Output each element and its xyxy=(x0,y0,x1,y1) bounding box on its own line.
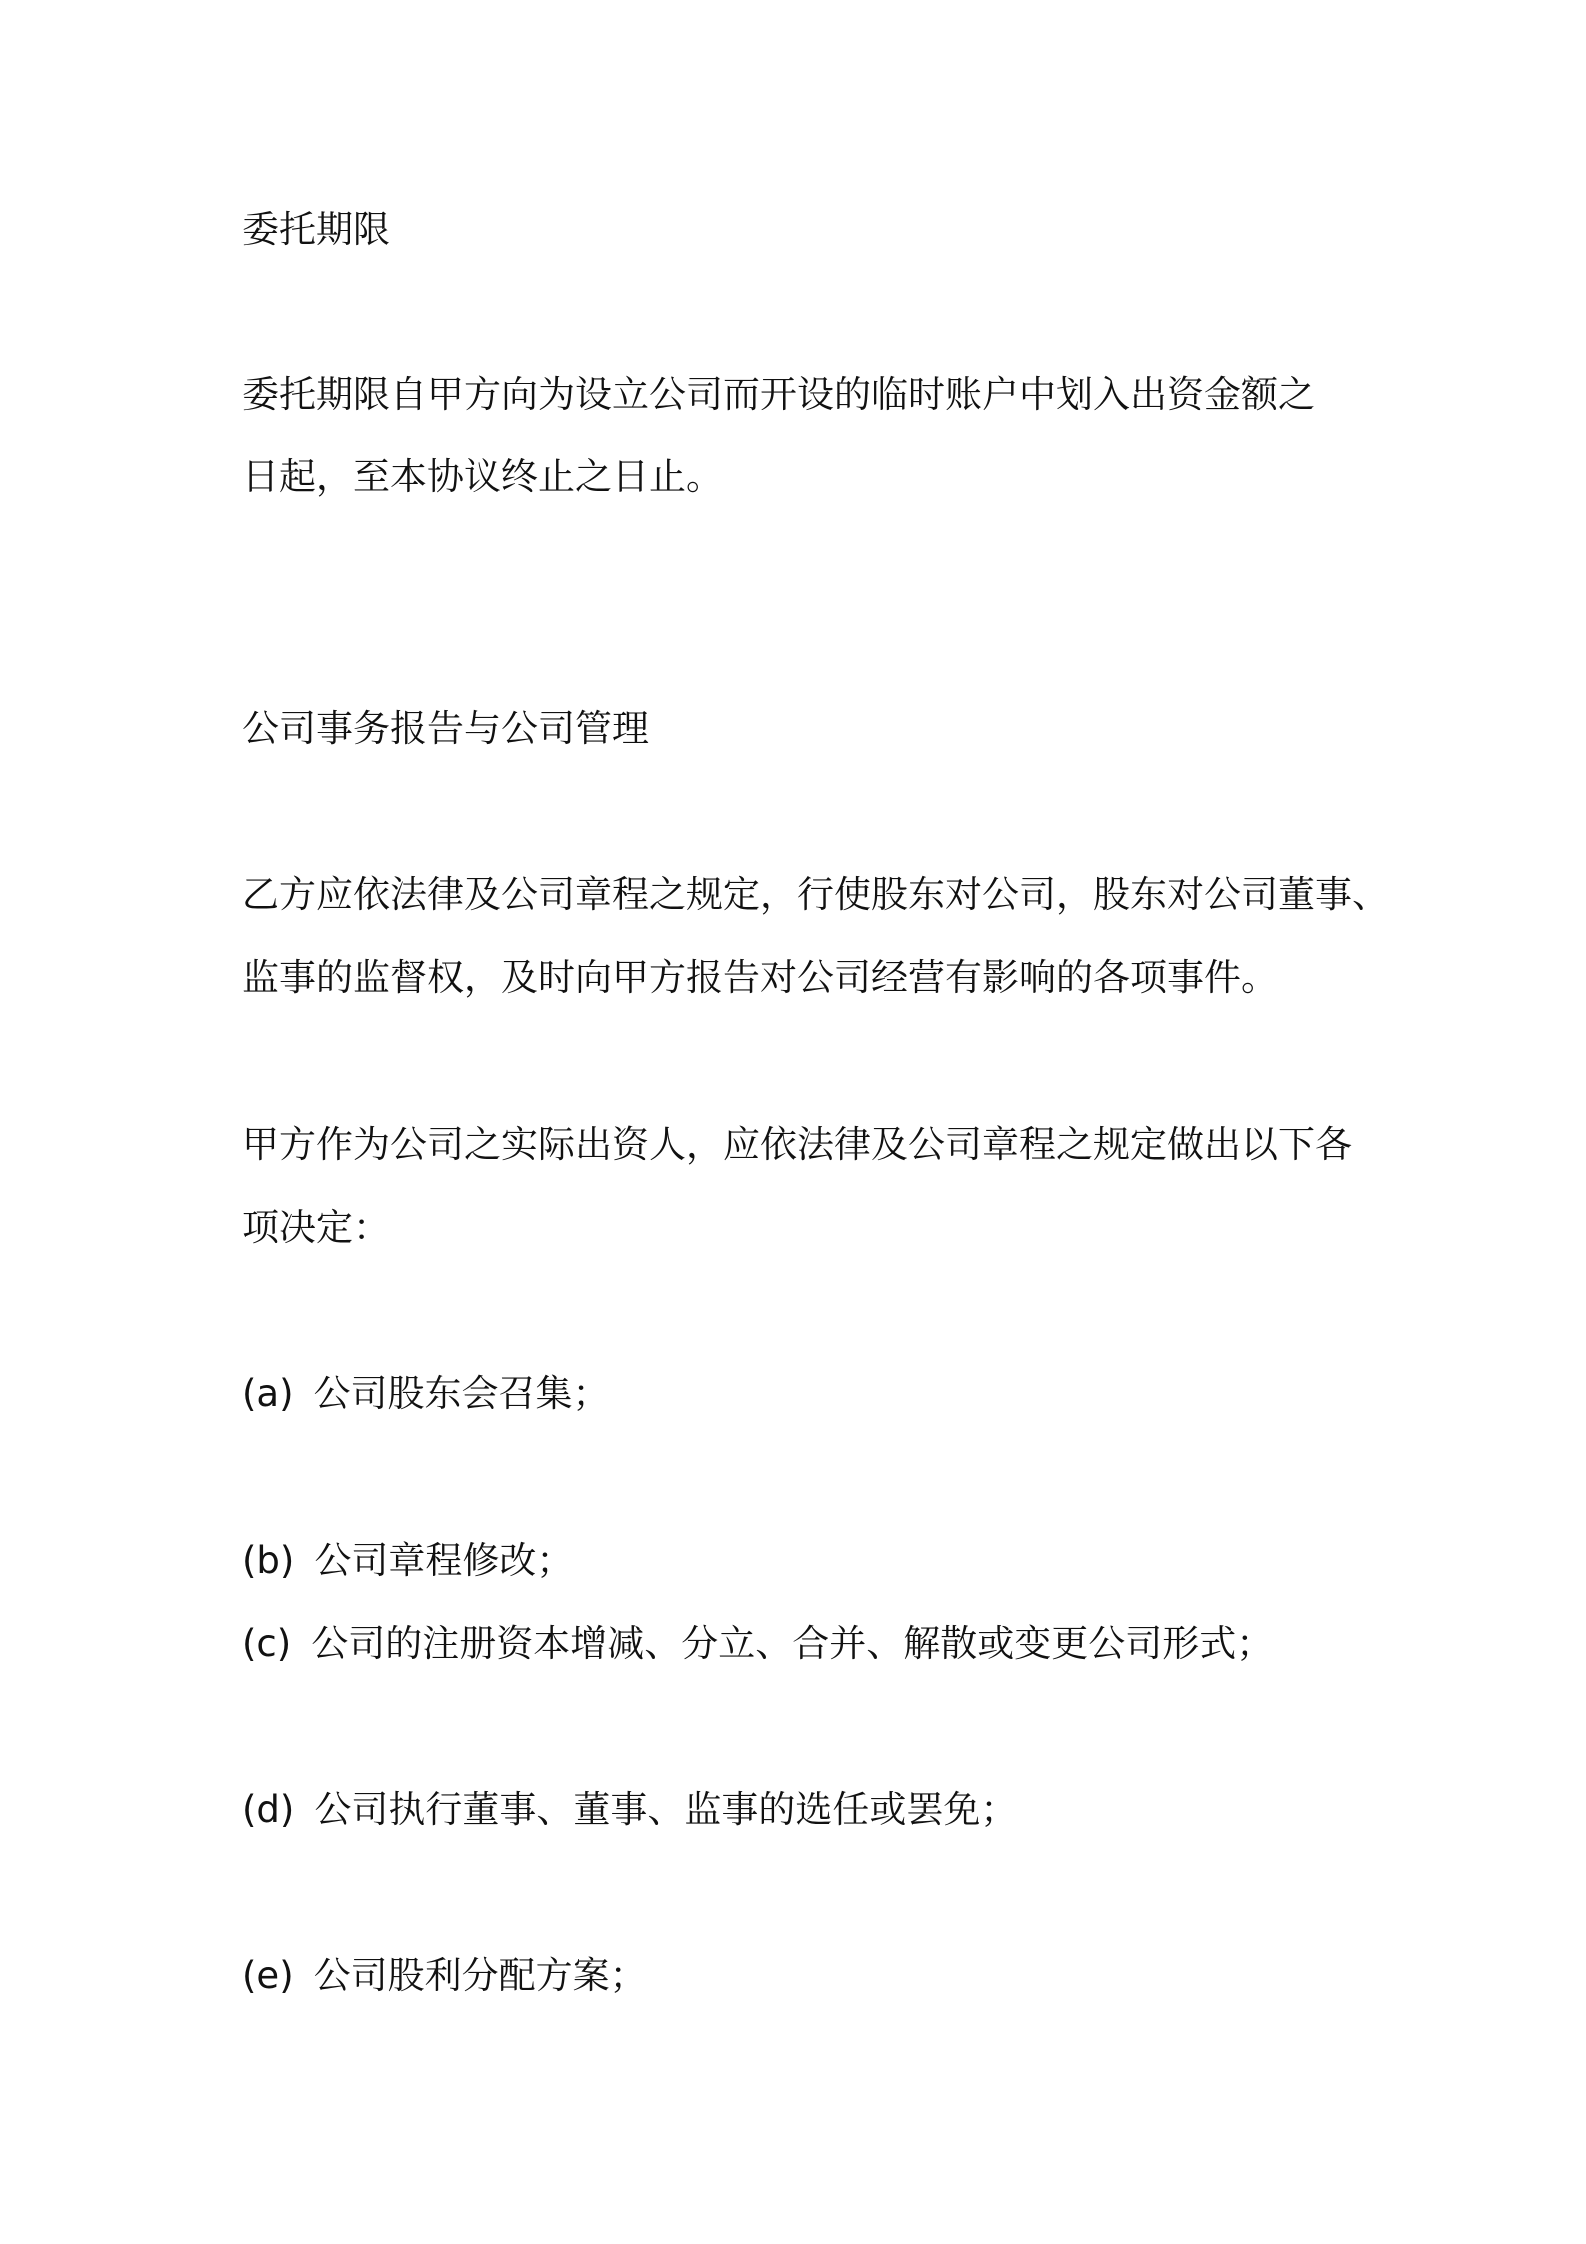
list-item-text: 公司章程修改； xyxy=(314,1539,574,1582)
list-item-a xyxy=(242,1369,610,1419)
list-item-b xyxy=(242,1536,573,1586)
list-item-e xyxy=(242,1951,647,2001)
list-item-label: (c) xyxy=(242,1622,292,1665)
paragraph-term-line-2: 日起，至本协议终止之日止。 xyxy=(242,455,723,498)
paragraph-report-line-2: 监事的监督权，及时向甲方报告对公司经营有影响的各项事件。 xyxy=(242,956,1278,999)
list-item-c xyxy=(242,1619,1273,1669)
list-item-d xyxy=(242,1785,1017,1835)
list-item-label: (d) xyxy=(242,1788,295,1831)
paragraph-decisions-line-1: 甲方作为公司之实际出资人，应依法律及公司章程之规定做出以下各 xyxy=(242,1123,1352,1166)
list-item-label: (a) xyxy=(242,1372,294,1415)
section-heading-management: 公司事务报告与公司管理 xyxy=(242,707,649,750)
list-item-label: (e) xyxy=(242,1954,294,1997)
list-item-text: 公司股利分配方案； xyxy=(313,1954,647,1997)
list-item-label: (b) xyxy=(242,1539,295,1582)
list-item-text: 公司股东会召集； xyxy=(313,1372,610,1415)
list-item-text: 公司的注册资本增减、分立、合并、解散或变更公司形式； xyxy=(311,1622,1274,1665)
paragraph-report-line-1: 乙方应依法律及公司章程之规定，行使股东对公司，股东对公司董事、 xyxy=(242,873,1389,916)
paragraph-decisions-line-2: 项决定： xyxy=(242,1206,390,1249)
list-item-text: 公司执行董事、董事、监事的选任或罢免； xyxy=(314,1788,1018,1831)
section-heading-term: 委托期限 xyxy=(242,208,390,251)
paragraph-term-line-1: 委托期限自甲方向为设立公司而开设的临时账户中划入出资金额之 xyxy=(242,373,1315,416)
